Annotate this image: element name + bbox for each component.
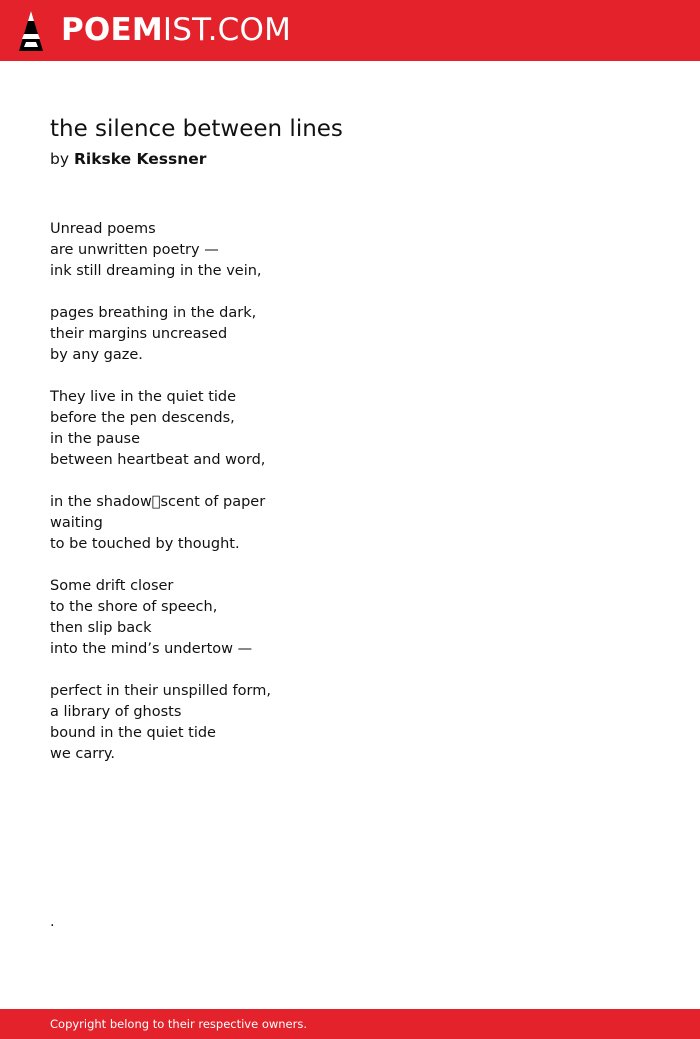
poem-line: ink still dreaming in the vein, <box>50 263 262 279</box>
poem-stanza <box>50 492 271 555</box>
poem-stanza <box>50 387 271 471</box>
poem-title: the silence between lines <box>50 116 343 142</box>
poem-line: their margins uncreased <box>50 326 228 342</box>
site-brand <box>61 12 292 48</box>
poem-line: are unwritten poetry — <box>50 242 219 258</box>
poem-line: before the pen descends, <box>50 410 235 426</box>
poem-stanza <box>50 681 271 765</box>
copyright-notice: Copyright belong to their respective owners. <box>50 1017 308 1031</box>
brand-bold-text: POEM <box>61 12 163 48</box>
poem-line: pages breathing in the dark, <box>50 305 257 321</box>
by-label: by <box>50 150 70 168</box>
poem-body <box>50 219 271 786</box>
poem-byline <box>50 150 206 168</box>
poem-end-mark: . <box>50 914 55 930</box>
poem-line: we carry. <box>50 746 116 762</box>
poem-author[interactable]: Rikske Kessner <box>73 150 207 168</box>
site-footer <box>0 1009 700 1039</box>
poem-line: Unread poems <box>50 221 156 237</box>
poem-line: They live in the quiet tide <box>50 389 237 405</box>
site-logo-link[interactable] <box>18 10 291 52</box>
poem-line: to be touched by thought. <box>50 536 240 552</box>
poem-line: perfect in their unspilled form, <box>50 683 271 699</box>
poem-line: into the mind’s undertow — <box>50 641 253 657</box>
poem-line: in the shadow scent of paper <box>50 494 266 510</box>
poem-line: between heartbeat and word, <box>50 452 266 468</box>
brand-light-text: IST.COM <box>162 12 292 48</box>
poem-line: a library of ghosts <box>50 704 182 720</box>
poem-line: to the shore of speech, <box>50 599 218 615</box>
poem-line: bound in the quiet tide <box>50 725 216 741</box>
site-header <box>0 0 700 61</box>
poem-stanza <box>50 219 271 282</box>
poem-line: then slip back <box>50 620 152 636</box>
poem-line: Some drift closer <box>50 578 174 594</box>
poem-stanza <box>50 303 271 366</box>
pencil-tip-icon <box>18 10 44 52</box>
poem-line: waiting <box>50 515 103 531</box>
poem-stanza <box>50 576 271 660</box>
poem-line: by any gaze. <box>50 347 143 363</box>
poem-line: in the pause <box>50 431 140 447</box>
